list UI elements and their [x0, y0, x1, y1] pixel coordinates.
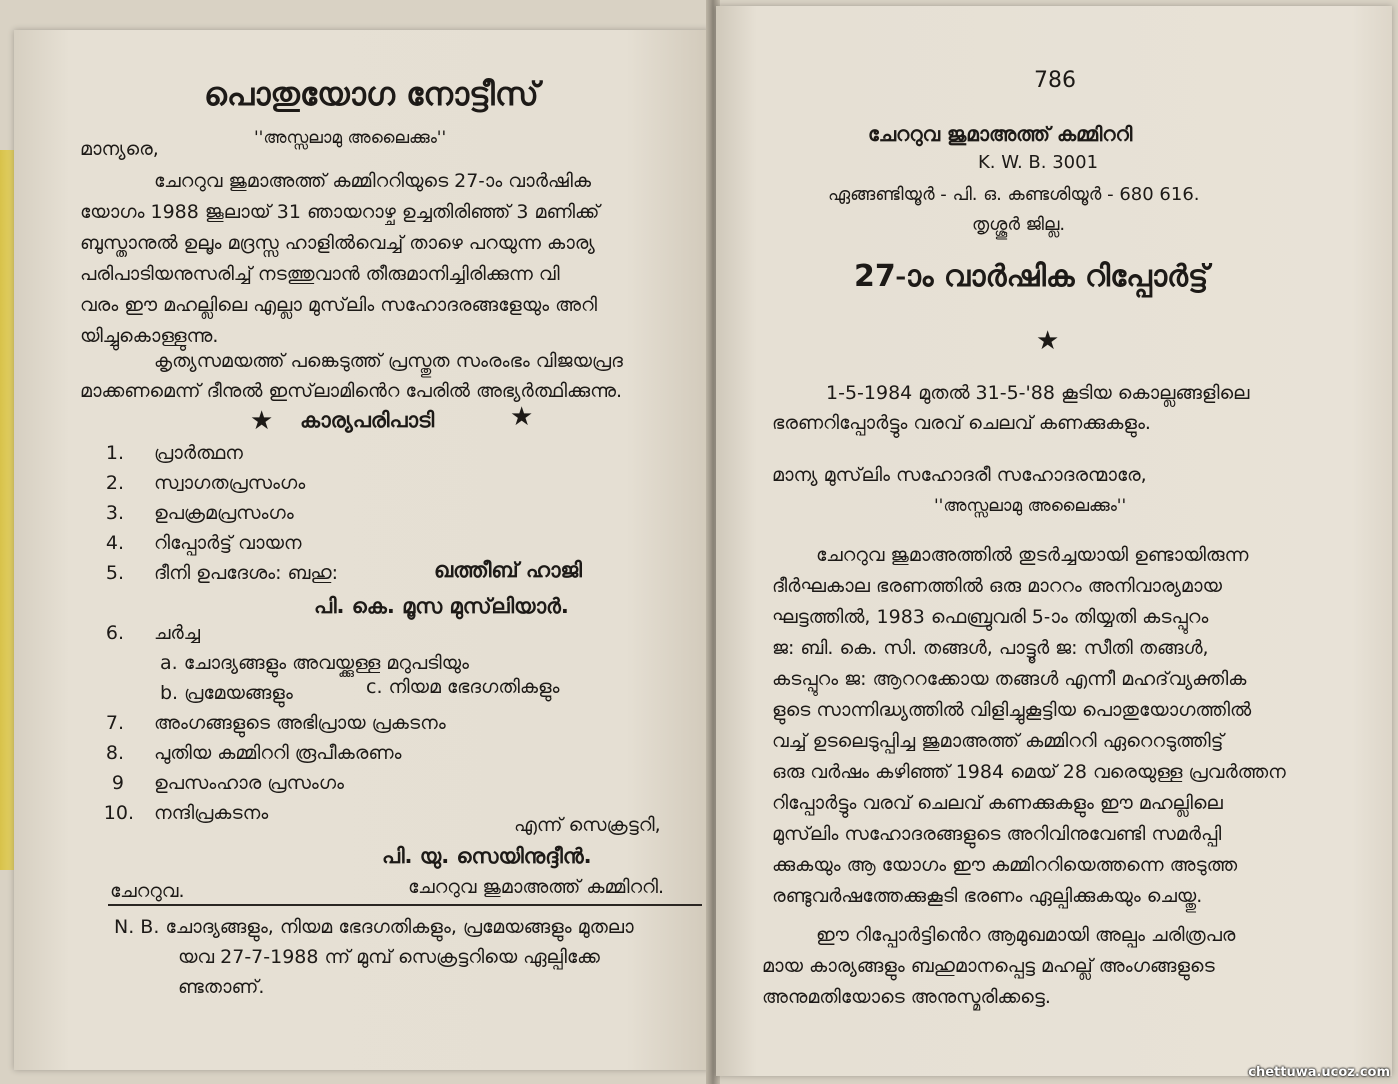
agenda-number: 6.: [105, 622, 124, 644]
left-page: [14, 30, 710, 1070]
star-icon: ★: [510, 402, 534, 432]
body-line: രണ്ടുവർഷത്തേക്കുകൂടി ഭരണം ഏല്പിക്കുകയും ചെയ്തു.: [772, 885, 1203, 907]
agenda-item: ചർച്ച: [154, 622, 200, 644]
greeting: ''അസ്സലാമു അലൈക്കും'': [254, 128, 447, 148]
body-line: ചേററുവ ജുമാഅത്തിൽ തുടർച്ചയായി ഉണ്ടായിരുന്ന: [816, 544, 1249, 566]
agenda-item: ദീനി ഉപദേശം: ബഹു:: [154, 562, 339, 584]
report-title: 27-ാം വാർഷിക റിപ്പോർട്ട്: [854, 259, 1209, 294]
agenda-item: പുതിയ കമ്മിററി രൂപീകരണം: [154, 742, 402, 764]
speaker-name: പി. കെ. മൂസ മുസ്‌ലിയാർ.: [314, 594, 569, 618]
speaker-title: ഖത്തീബ് ഹാജി: [434, 558, 582, 582]
agenda-subitem: b. പ്രമേയങ്ങളും: [160, 682, 293, 704]
notice-title: പൊതുയോഗ നോട്ടീസ്: [204, 75, 539, 113]
agenda-number: 8.: [105, 742, 124, 764]
divider: [108, 904, 702, 906]
intro-line: 1-5-1984 മുതൽ 31-5-'88 കൂടിയ കൊല്ലങ്ങളിലെ: [826, 382, 1250, 404]
site-watermark: chettuwa.ucoz.com: [1248, 1065, 1390, 1080]
signature-label: എന്ന് സെക്രട്ടറി,: [514, 814, 661, 836]
agenda-number: 4.: [105, 532, 124, 554]
agenda-number: 7.: [105, 712, 124, 734]
body-line: ഒരു വർഷം കഴിഞ്ഞ് 1984 മെയ് 28 വരെയുള്ള പ്രവർത്തന: [772, 761, 1286, 783]
district: തൃശ്ശൂർ ജില്ല.: [972, 214, 1066, 235]
body-line: കടപ്പുറം ജ: ആററക്കോയ തങ്ങൾ എന്നീ മഹദ്‌വ്യക്തിക: [772, 668, 1247, 690]
committee-name: ചേററുവ ജുമാഅത്ത് കമ്മിററി.: [408, 876, 664, 898]
address: ഏങ്ങണ്ടിയൂർ - പി. ഒ. കണ്ടശിയൂർ - 680 616.: [828, 184, 1200, 205]
body-line: ളുടെ സാന്നിദ്ധ്യത്തിൽ വിളിച്ചുകൂട്ടിയ പൊതുയോഗത്തിൽ: [772, 699, 1252, 721]
para2-line: മാക്കണമെന്ന് ദീനുൽ ഇസ്‌ലാമിൻെറ പേരിൽ അഭ്യർത്ഥിക്കുന്നു.: [80, 380, 623, 402]
org-name: ചേററുവ ജുമാഅത്ത് കമ്മിററി: [868, 122, 1133, 146]
agenda-item: ഉപക്രമപ്രസംഗം: [154, 502, 294, 524]
agenda-item: അംഗങ്ങളുടെ അഭിപ്രായ പ്രകടനം: [154, 712, 446, 734]
agenda-subitem: a. ചോദ്യങ്ങളും അവയ്ക്കുള്ള മറുപടിയും: [160, 652, 470, 674]
body-line: റിപ്പോർട്ടും വരവ് ചെലവ് കണക്കുകളും ഈ മഹല്ലിലെ: [772, 792, 1223, 814]
nb-line: യവ 27-7-1988 ന്ന് മുമ്പ് സെക്രട്ടറിയെ ഏല്പിക്കേ: [178, 946, 600, 968]
para2-line: കൃത്യസമയത്ത് പങ്കെടുത്ത് പ്രസ്തുത സംരംഭം വിജയപ്രദ: [154, 350, 623, 372]
agenda-number: 10.: [103, 802, 134, 824]
star-icon: ★: [1036, 326, 1060, 356]
para1-line: യിച്ചുകൊള്ളുന്നു.: [80, 325, 219, 347]
body-line: ദീർഘകാല ഭരണത്തിൽ ഒരു മാററം അനിവാര്യമായ: [772, 575, 1222, 597]
agenda-item: ഉപസംഹാര പ്രസംഗം: [154, 772, 345, 794]
body-line: ക്കുകയും ആ യോഗം ഈ കമ്മിററിയെത്തന്നെ അടുത്ത: [772, 854, 1238, 876]
agenda-item: പ്രാർത്ഥന: [154, 442, 243, 464]
para1-line: പരിപാടിയനുസരിച്ച് നടത്തുവാൻ തീരുമാനിച്ചിരിക്കുന്ന വി: [80, 263, 560, 285]
body-line: ജ: ബി. കെ. സി. തങ്ങൾ, പാട്ടൂർ ജ: സീതി തങ്ങൾ,: [772, 637, 1209, 659]
agenda-heading: കാര്യപരിപാടി: [300, 408, 435, 432]
agenda-item: നന്ദിപ്രകടനം: [154, 802, 269, 824]
address-line: മാന്യ മുസ്‌ലിം സഹോദരീ സഹോദരന്മാരേ,: [772, 464, 1147, 486]
para1-line: ചേററുവ ജുമാഅത്ത് കമ്മിററിയുടെ 27-ാം വാർഷിക: [154, 170, 592, 192]
closing-line: മായ കാര്യങ്ങളും ബഹുമാനപ്പെട്ട മഹല്ല് അംഗങ്ങളുടെ: [762, 955, 1215, 977]
body-line: ഘട്ടത്തിൽ, 1983 ഫെബ്രുവരി 5-ാം തിയ്യതി കടപ്പുറം: [772, 606, 1209, 628]
salutation: മാന്യരെ,: [80, 138, 159, 160]
closing-line: അനുമതിയോടെ അനുസ്മരിക്കട്ടെ.: [762, 986, 1051, 1008]
registration: K. W. B. 3001: [978, 152, 1099, 173]
agenda-subitem: c. നിയമ ഭേദഗതികളും: [366, 676, 560, 698]
nb-line: ണ്ടതാണ്.: [178, 976, 265, 998]
secretary-name: പി. യു. സെയിനുദ്ദീൻ.: [382, 844, 592, 868]
body-line: വച്ച് ഉടലെടുപ്പിച്ച ജുമാഅത്ത് കമ്മിററി ഏറെറടുത്തിട്ട്: [772, 730, 1224, 752]
para1-line: വരം ഈ മഹല്ലിലെ എല്ലാ മുസ്‌ലിം സഹോദരങ്ങളേയും അറി: [80, 294, 597, 316]
closing-line: ഈ റിപ്പോർട്ടിൻെറ ആമുഖമായി അല്പം ചരിത്രപര: [816, 924, 1236, 946]
body-line: മുസ്‌ലിം സഹോദരങ്ങളുടെ അറിവിനുവേണ്ടി സമർപ്പി: [772, 823, 1222, 845]
agenda-item: സ്വാഗതപ്രസംഗം: [154, 472, 306, 494]
para1-line: ബുസ്താനുൽ ഉലൂം മദ്രസ്സ ഹാളിൽവെച്ച് താഴെ പറയുന്ന കാര്യ: [80, 232, 595, 254]
agenda-number: 9: [111, 772, 124, 794]
right-page: [716, 6, 1392, 1076]
star-icon: ★: [250, 406, 274, 436]
agenda-number: 5.: [105, 562, 124, 584]
intro-line: ഭരണറിപ്പോർട്ടും വരവ് ചെലവ് കണക്കുകളും.: [772, 412, 1151, 434]
agenda-number: 2.: [105, 472, 124, 494]
page-number: 786: [1034, 68, 1076, 93]
agenda-number: 1.: [105, 442, 124, 464]
agenda-item: റിപ്പോർട്ട് വായന: [154, 532, 302, 554]
place: ചേററുവ.: [110, 880, 185, 902]
nb-line: N. B. ചോദ്യങ്ങളും, നിയമ ഭേദഗതികളും, പ്രമേയങ്ങളും മുതലാ: [114, 916, 634, 938]
greeting: ''അസ്സലാമു അലൈക്കും'': [934, 496, 1127, 516]
agenda-number: 3.: [105, 502, 124, 524]
para1-line: യോഗം 1988 ജൂലായ് 31 ഞായറാഴ്ച ഉച്ചതിരിഞ്ഞ് 3 മണിക്ക്: [80, 201, 600, 223]
